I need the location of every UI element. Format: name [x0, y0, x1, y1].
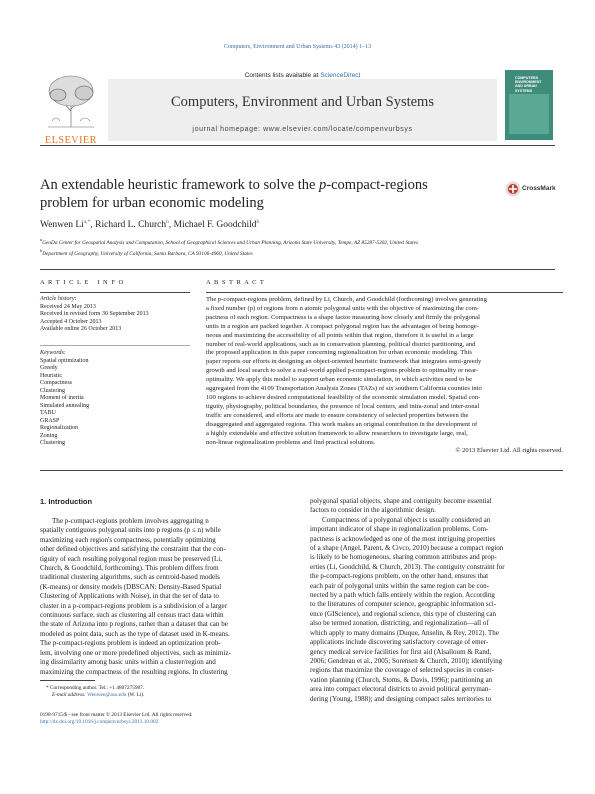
history-revised: Received in revised form 30 September 2013: [40, 311, 149, 317]
body-line: area into compact electoral districts to avoid political gerryman-: [310, 685, 491, 694]
doi-link[interactable]: http://dx.doi.org/10.1016/j.compenvurbsys.2013.10.002: [40, 718, 159, 725]
article-info-rule: [40, 292, 190, 293]
abstract-line: disaggregated and aggregated regions. This work makes an original contribution in the development of: [206, 420, 478, 428]
keyword: Zoning: [40, 432, 58, 439]
author-1: Wenwen Li: [40, 220, 84, 231]
crossmark-badge[interactable]: [505, 181, 557, 199]
body-line: traditional clustering algorithms, such as centroid-based models: [40, 573, 220, 582]
keyword: Regionalization: [40, 425, 78, 431]
body-line: cluster in a p-compact-regions problem is a subdivision of a larger: [40, 601, 227, 610]
abstract-line: tiguity, physiography, political boundaries, the presence of local centers, and intra-zonal and inter-zonal: [206, 402, 480, 410]
body-line: (K-means) or density models (DBSCAN: Density-Based Spatial: [40, 582, 222, 591]
keyword: Compactness: [40, 380, 72, 386]
keywords: [40, 350, 190, 448]
contents-prefix: Contents lists available at: [244, 72, 321, 79]
abstract-rule-top: [206, 292, 563, 293]
body-line: 2006; Gendreau et al., 2005; Sorensen & Church, 2010); identifying: [310, 656, 503, 665]
history-label: Article history:: [40, 296, 77, 302]
body-line: ence (GIScience), and regional science, this type of clustering can: [310, 609, 497, 618]
body-line: nected by a path which falls entirely within the region. According: [310, 591, 495, 600]
publisher-logo: [40, 71, 102, 146]
affiliation-rule: [40, 269, 555, 270]
author-3-sup[interactable]: b: [256, 219, 260, 225]
body-line: of a shape (Angel, Parent, & Civco, 2010) because a compact region: [310, 544, 504, 553]
body-line: tiguity of each resulting polygonal region must be preserved (Li,: [40, 554, 222, 563]
body-line: each pair of polygonal units within the same region can be con-: [310, 581, 490, 590]
keywords-label: Keywords:: [40, 350, 66, 356]
abstract-line: number of real-world applications, such as in conservation planning, political district partitioning, and: [206, 340, 476, 348]
cover-image: [509, 94, 549, 134]
keyword: Clustering: [40, 440, 65, 446]
abstract-line: units in a region are packed together. A compact polygonal region has the advantages of being homoge-: [206, 322, 480, 330]
body-line: the p-compact-regions problem, on the other hand, ensures that: [310, 572, 489, 581]
publisher-name: ELSEVIER: [44, 135, 98, 146]
body-line: which apply to many domains (Duque, Anselin, & Rey, 2012). The: [310, 628, 499, 637]
abstract-heading: A B S T R A C T: [206, 279, 265, 286]
intro-left-column: [40, 517, 296, 677]
body-line: regions that maximize the coverage of selected species in conser-: [310, 666, 494, 675]
abstract-line: traffic are considered, and efforts are made to ensure consistency of selected properties between the: [206, 411, 469, 419]
elsevier-tree-icon: [40, 71, 102, 129]
body-line: The p-compact-regions problem involves aggregating n: [52, 517, 209, 525]
section-heading: 1. Introduction: [40, 497, 93, 506]
author-3: Michael F. Goodchild: [173, 220, 257, 231]
abstract-body: [206, 296, 563, 456]
affiliations: [40, 237, 560, 258]
email-line: [40, 692, 296, 699]
article-history: [40, 296, 190, 334]
journal-title: Computers, Environment and Urban Systems: [171, 94, 434, 110]
cover-title: COMPUTERS ENVIRONMENT AND URBAN SYSTEMS: [515, 76, 542, 93]
body-line: applications include discovering satisfactory coverage of emer-: [310, 638, 489, 647]
body-line: Church, & Goodchild, forthcoming). This problem differs from: [40, 564, 219, 573]
keyword: Clustering: [40, 387, 65, 394]
affiliation-a: $^a$GeoDa Center for Geospatial Analysis and Computation, School of Geographical Sciences and Urban Planning, Arizona State University, Tempe, AZ 85287-5302, United States: [40, 237, 419, 246]
abstract-line: pactness of each region. Compactness is a shape factor measuring how closely and firmly the polygonal: [206, 313, 480, 321]
abstract-line: a fixed number (p) of regions from n atomic polygonal units with the objective of maximizing the com-: [206, 304, 480, 312]
body-line: continuous surface, such as clustering all census tract data within: [40, 611, 224, 620]
abstract-line: optimality. We apply this model to support urban economic simulation, in which activities need to be: [206, 376, 473, 384]
abstract-line: The p-compact-regions problem, defined by Li, Church, and Goodchild (forthcoming) involves generating: [206, 296, 487, 303]
body-line: important indicator of shape in regionalization problems. Com-: [310, 525, 489, 534]
email-suffix: (W. Li).: [126, 691, 145, 698]
body-line: modeled as point data, such as the type of dataset used in K-means.: [40, 629, 230, 638]
front-matter: [40, 712, 340, 725]
email-label: E-mail address:: [52, 691, 88, 698]
history-accepted: Accepted 4 October 2013: [40, 318, 102, 325]
corresponding-author: * Corresponding author. Tel.: +1 4807275987.: [46, 685, 145, 691]
body-line: also be termed zonation, districting, and regionalization—all of: [310, 619, 489, 628]
title-part-1: An extendable heuristic framework to solve the: [40, 177, 320, 193]
issn-line: 0198-9715/$ - see front matter © 2013 Elsevier Ltd. All rights reserved.: [40, 712, 193, 718]
sciencedirect-link[interactable]: ScienceDirect: [320, 72, 361, 79]
body-line: is likely to be homogeneous, sharing common attributes and prop-: [310, 553, 497, 562]
email-link[interactable]: Wenwen@asu.edu: [87, 691, 127, 698]
keyword: Simulated annealing: [40, 402, 90, 409]
body-line: The p-compact-regions problem is indeed an optimization prob-: [40, 639, 221, 648]
body-line: lem, involving one or more predefined objectives, such as minimiz-: [40, 648, 231, 657]
keyword: Moment of inertia: [40, 395, 84, 401]
footnote-rule: [40, 680, 95, 681]
body-line: maximizing the compactness of the resulting regions. In clustering: [40, 667, 228, 676]
abstract-line: aggregated from the 4109 Transportation Analysis Zones (TAZs) of six southern California counties into: [206, 385, 482, 393]
intro-right-column: [310, 497, 562, 704]
contents-line: [108, 72, 497, 79]
author-1-sup[interactable]: a,*: [83, 219, 91, 225]
body-line: the state of Arizona into p regions, rather than a dataset that can be: [40, 620, 228, 629]
footnotes: [40, 685, 296, 698]
article-title: [40, 176, 490, 212]
keyword: GRASP: [40, 417, 60, 424]
author-2-sup[interactable]: b: [166, 219, 169, 225]
crossmark-label: CrossMark: [522, 185, 556, 192]
body-line: polygonal spatial objects, shape and contiguity become essential: [310, 497, 492, 505]
abstract-line: neous and maximizing the accessibility of all points within that region, therefore it is useful in a large: [206, 331, 474, 339]
article-info-heading: A R T I C L E I N F O: [40, 279, 125, 286]
masthead-rule: [40, 145, 555, 146]
body-line: factors to consider in the algorithmic design.: [310, 506, 436, 515]
body-line: maximizing each region's compactness, potentially optimizing: [40, 535, 216, 544]
title-part-2: -compact-regions: [326, 177, 428, 193]
copyright: © 2013 Elsevier Ltd. All rights reserved.: [455, 447, 563, 455]
body-line: erties (Li, Goodchild, & Church, 2013). The contiguity constraint for: [310, 562, 505, 571]
abstract-line: paper reports our efforts in designing an object-oriented heuristic framework that integrates semi-greedy: [206, 358, 482, 366]
body-line: Clustering of Applications with Noise), in that the set of data to: [40, 592, 219, 601]
journal-homepage[interactable]: journal homepage: www.elsevier.com/locate/compenvurbsys: [192, 126, 413, 133]
history-online: Available online 26 October 2013: [40, 326, 122, 332]
title-italic-p: p: [319, 177, 327, 193]
body-line: to the literatures of computer science, geographic information sci-: [310, 600, 497, 609]
keyword: Greedy: [40, 365, 58, 371]
abstract-line: 100 regions to achieve desired computational feasibility of the economic simulation model. Spatial con-: [206, 393, 481, 401]
body-line: pactness is acknowledged as one of the most intriguing properties: [310, 534, 496, 543]
body-line: other defined objectives and satisfying the constraint that the con-: [40, 545, 226, 554]
abstract-line: the proposed application in this paper concerning regionalization for urban economic modeling. This: [206, 349, 472, 357]
body-line: spatially contiguous polygonal units into p regions (p ≤ n) while: [40, 526, 221, 535]
keyword: TABU: [40, 410, 56, 416]
body-line: vation planning (Church, Stoms, & Davis, 1996); partitioning an: [310, 675, 493, 684]
author-2: Richard L. Church: [95, 220, 167, 231]
abstract-line: non-linear regionalization problems and find practical solutions.: [206, 438, 376, 446]
history-received: Received 24 May 2013: [40, 303, 96, 310]
keyword: Spatial optimization: [40, 357, 89, 364]
crossmark-icon: [505, 181, 521, 197]
body-line: ing dissimilarity among basic units within a cluster/region and: [40, 658, 216, 667]
journal-cover: [505, 70, 553, 140]
history-rule: [40, 345, 190, 346]
abstract-line: a highly extendable and effective solution framework to allow researchers to investigate large, real,: [206, 429, 468, 437]
title-line-2: problem for urban economic modeling: [40, 195, 264, 211]
body-line: gency medical service facilities for first aid (Alsalloum & Rand,: [310, 647, 492, 656]
body-line: dering (Young, 1988); and designing compact sales territories to: [310, 694, 492, 703]
running-header[interactable]: Computers, Environment and Urban Systems 43 (2014) 1–13: [223, 44, 372, 50]
keyword: Heuristic: [40, 372, 62, 379]
author-list: Wenwen $Li^{a,*}$, Richard L. Church$^b$, Michael F. Goodchild$^b$: [40, 219, 260, 231]
body-line: Compactness of a polygonal object is usually considered an: [322, 515, 491, 524]
abstract-line: growth and local search to solve a real-world applied p-compact-regions problem to optimality or near-: [206, 367, 479, 375]
affiliation-b: $^b$Department of Geography, University of California, Santa Barbara, CA 93106-4060, United States: [40, 248, 253, 258]
abstract-rule-bottom: [40, 470, 563, 471]
